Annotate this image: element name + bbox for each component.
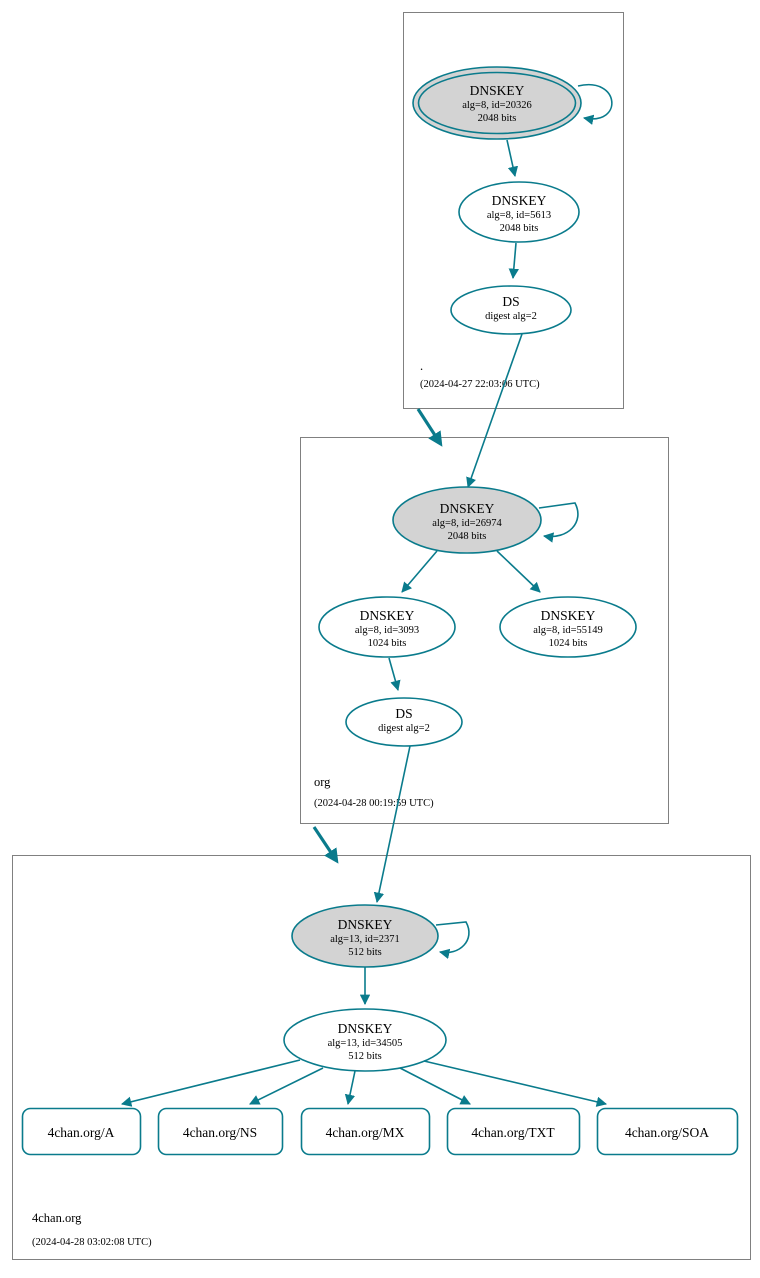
rrset-label: 4chan.org/MX — [325, 1125, 405, 1140]
rrset-txt — [448, 1109, 580, 1155]
node-label-line1: DNSKEY — [469, 83, 525, 98]
edge-org-zsk-1-to-ds — [389, 658, 398, 690]
edge-root-zsk-to-ds — [513, 243, 516, 278]
rrset-label: 4chan.org/A — [47, 1125, 115, 1140]
node-label-line2: digest alg=2 — [378, 723, 430, 734]
rrset-soa — [598, 1109, 738, 1155]
rrset-mx — [302, 1109, 430, 1155]
node-org-zsk-2 — [500, 597, 636, 657]
node-label-line2: alg=8, id=26974 — [432, 518, 502, 529]
node-label-line3: 2048 bits — [477, 113, 517, 124]
node-label-line3: 2048 bits — [447, 531, 487, 542]
rrset-label: 4chan.org/NS — [182, 1125, 258, 1140]
node-org-ds-4chan — [346, 698, 462, 746]
edge-4chan-ksk-self-sign — [436, 922, 469, 953]
zone-name-root: . — [420, 359, 424, 373]
zone-name-org: org — [314, 775, 331, 789]
edge-org-ksk-to-org-zsk-2 — [497, 551, 540, 592]
edge-zsk-to-rrset-mx — [348, 1071, 355, 1104]
edge-zsk-to-rrset-ns — [250, 1068, 323, 1104]
node-label-line3: 512 bits — [348, 1051, 382, 1062]
node-label-line2: alg=8, id=55149 — [533, 625, 603, 636]
edge-org-ksk-self-sign — [539, 503, 578, 537]
rrset-a — [23, 1109, 141, 1155]
edge-zsk-to-rrset-a — [122, 1060, 300, 1104]
node-label-line1: DNSKEY — [491, 193, 547, 208]
node-4chan-ksk — [292, 905, 438, 967]
node-label-line3: 1024 bits — [367, 638, 407, 649]
node-label-line1: DNSKEY — [439, 501, 495, 516]
node-label-line2: digest alg=2 — [485, 311, 537, 322]
node-label-line1: DNSKEY — [540, 608, 596, 623]
node-label-line2: alg=13, id=2371 — [330, 934, 400, 945]
node-label-line1: DNSKEY — [359, 608, 415, 623]
zone-timestamp-root: (2024-04-27 22:03:06 UTC) — [420, 379, 540, 390]
rrset-ns — [159, 1109, 283, 1155]
edge-org-ksk-to-org-zsk-1 — [402, 551, 437, 592]
node-org-ksk — [393, 487, 541, 553]
edge-root-ksk-to-root-zsk — [507, 140, 515, 176]
zone-timestamp-4chan: (2024-04-28 03:02:08 UTC) — [32, 1237, 152, 1248]
node-root-zsk — [459, 182, 579, 242]
zone-name-4chan: 4chan.org — [32, 1211, 82, 1225]
node-label-line1: DNSKEY — [337, 917, 393, 932]
node-4chan-zsk — [284, 1009, 446, 1071]
node-label-line2: alg=8, id=5613 — [486, 210, 552, 221]
node-label-line2: alg=8, id=3093 — [354, 625, 420, 636]
node-root-ksk — [413, 67, 581, 139]
node-label-line3: 512 bits — [348, 947, 382, 958]
node-label-line1: DS — [502, 294, 520, 309]
edge-root-ds-to-org-ksk — [468, 334, 522, 487]
edge-zsk-to-rrset-txt — [400, 1068, 470, 1104]
node-label-line1: DNSKEY — [337, 1021, 393, 1036]
node-label-line3: 2048 bits — [499, 223, 539, 234]
node-label-line2: alg=13, id=34505 — [327, 1038, 403, 1049]
edge-zsk-to-rrset-soa — [424, 1061, 606, 1104]
node-label-line3: 1024 bits — [548, 638, 588, 649]
node-label-line1: DS — [395, 706, 413, 721]
node-label-line2: alg=8, id=20326 — [462, 100, 532, 111]
edge-root-ksk-self-sign — [578, 85, 612, 119]
rrset-label: 4chan.org/TXT — [471, 1125, 555, 1140]
node-root-ds-org — [451, 286, 571, 334]
zone-timestamp-org: (2024-04-28 00:19:59 UTC) — [314, 798, 434, 809]
rrset-label: 4chan.org/SOA — [624, 1125, 710, 1140]
node-org-zsk-1 — [319, 597, 455, 657]
